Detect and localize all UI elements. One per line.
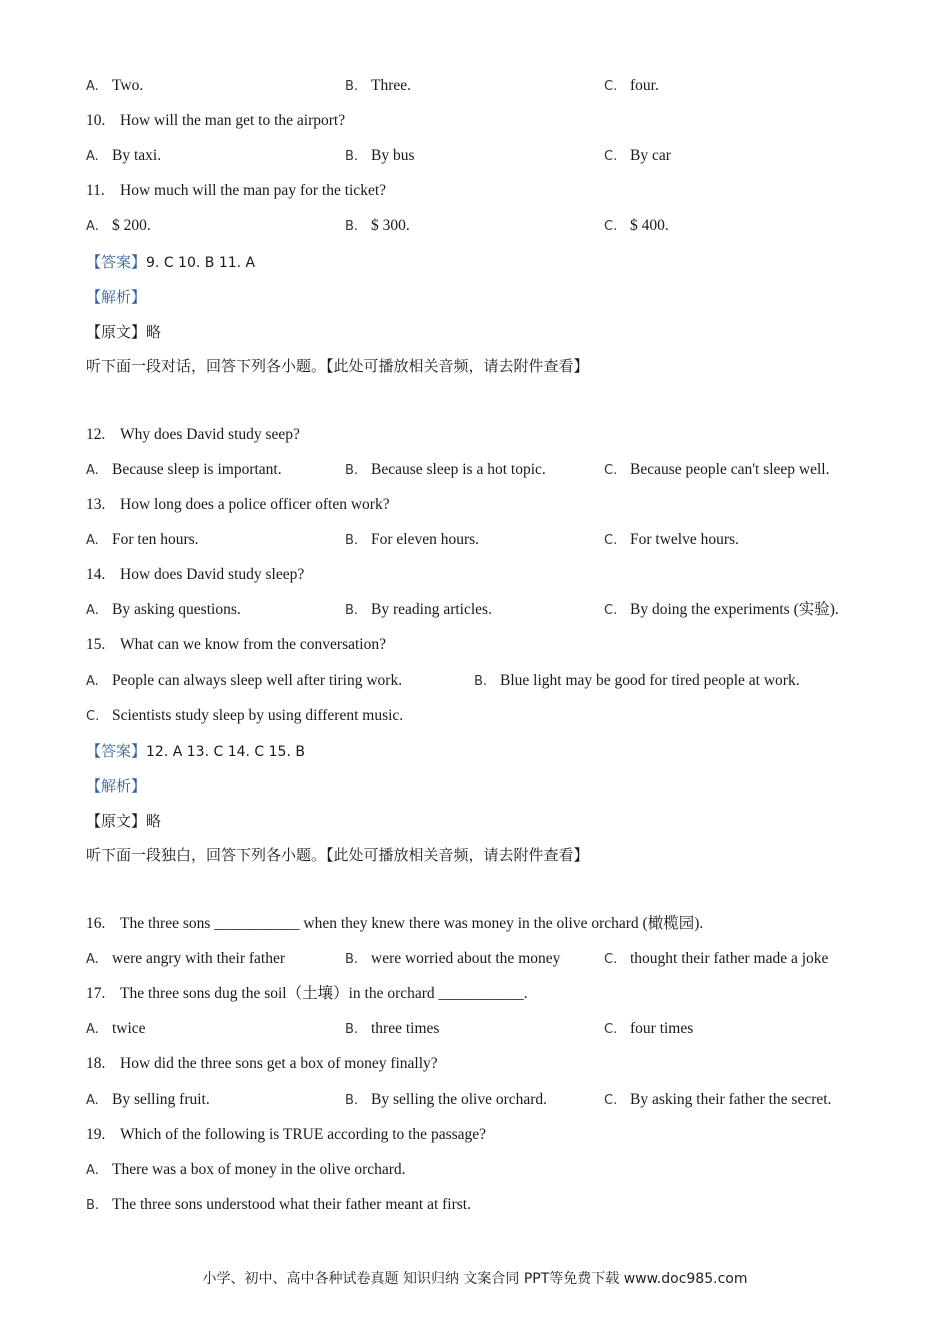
q17-option-c: C. four times: [604, 1020, 694, 1037]
q17-option-a: A. twice: [86, 1020, 146, 1037]
instruction-1: 听下面一段对话，回答下列各小题。【此处可播放相关音频，请去附件查看】: [86, 357, 589, 375]
instruction-2: 听下面一段独白，回答下列各小题。【此处可播放相关音频，请去附件查看】: [86, 846, 589, 864]
q14-option-b: B. By reading articles.: [345, 601, 492, 618]
q18-option-a: A. By selling fruit.: [86, 1091, 210, 1108]
question-19: 19. Which of the following is TRUE according to the passage?: [86, 1126, 487, 1143]
question-15: 15. What can we know from the conversation?: [86, 636, 386, 653]
question-16: 16. The three sons ___________ when they knew there was money in the olive orchard (橄榄园).: [86, 915, 704, 932]
question-12: 12. Why does David study seep?: [86, 426, 300, 443]
question-13: 13. How long does a police officer often work?: [86, 496, 390, 513]
q10-option-c: C. By car: [604, 147, 671, 164]
q14-option-a: A. By asking questions.: [86, 601, 241, 618]
question-11: 11. How much will the man pay for the ticket?: [86, 182, 387, 199]
analysis-label-2: 【解析】: [86, 777, 147, 795]
question-17: 17. The three sons dug the soil（土壤）in the orchard ___________.: [86, 985, 528, 1002]
q16-option-b: B. were worried about the money: [345, 950, 561, 967]
question-18: 18. How did the three sons get a box of money finally?: [86, 1055, 438, 1072]
q10-option-b: B. By bus: [345, 147, 415, 164]
q15-option-c: C. Scientists study sleep by using different music.: [86, 707, 404, 724]
q12-option-a: A. Because sleep is important.: [86, 461, 282, 478]
q16-option-a: A. were angry with their father: [86, 950, 286, 967]
question-14: 14. How does David study sleep?: [86, 566, 305, 583]
q9-option-a: A. Two.: [86, 77, 144, 94]
q16-option-c: C. thought their father made a joke: [604, 950, 829, 967]
page-footer: 小学、初中、高中各种试卷真题 知识归纳 文案合同 PPT等免费下载 www.doc985.com: [202, 1271, 748, 1287]
original-text-1: 【原文】略: [86, 323, 162, 341]
q12-option-b: B. Because sleep is a hot topic.: [345, 461, 546, 478]
answer-line-2: 【答案】12. A 13. C 14. C 15. B: [86, 742, 305, 760]
q9-option-b: B. Three.: [345, 77, 412, 94]
q19-option-b: B. The three sons understood what their father meant at first.: [86, 1196, 471, 1213]
q12-option-c: C. Because people can't sleep well.: [604, 461, 830, 478]
q17-option-b: B. three times: [345, 1020, 440, 1037]
q14-option-c: C. By doing the experiments (实验).: [604, 601, 839, 618]
q13-option-a: A. For ten hours.: [86, 531, 199, 548]
original-text-2: 【原文】略: [86, 812, 162, 830]
q11-option-a: A. $ 200.: [86, 217, 151, 234]
q11-option-c: C. $ 400.: [604, 217, 669, 234]
q18-option-b: B. By selling the olive orchard.: [345, 1091, 548, 1108]
q13-option-b: B. For eleven hours.: [345, 531, 480, 548]
answer-line-1: 【答案】9. C 10. B 11. A: [86, 253, 256, 271]
q10-option-a: A. By taxi.: [86, 147, 162, 164]
analysis-label-1: 【解析】: [86, 288, 147, 306]
q15-option-b: B. Blue light may be good for tired people at work.: [474, 672, 800, 689]
q11-option-b: B. $ 300.: [345, 217, 410, 234]
q15-option-a: A. People can always sleep well after tiring work.: [86, 672, 403, 689]
q18-option-c: C. By asking their father the secret.: [604, 1091, 832, 1108]
q13-option-c: C. For twelve hours.: [604, 531, 739, 548]
q19-option-a: A. There was a box of money in the olive orchard.: [86, 1161, 406, 1178]
question-10: 10. How will the man get to the airport?: [86, 112, 346, 129]
q9-option-c: C. four.: [604, 77, 659, 94]
